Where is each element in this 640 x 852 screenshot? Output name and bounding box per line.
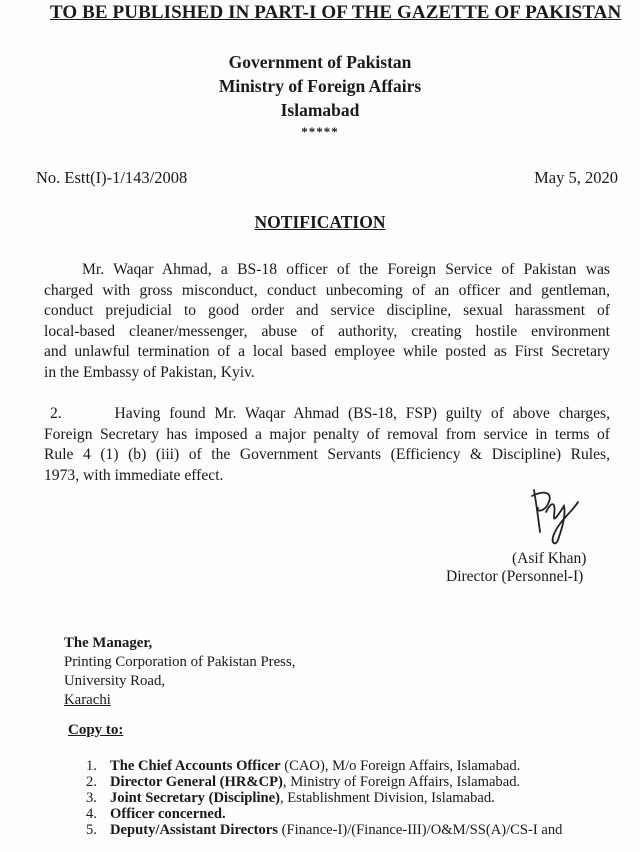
- list-item-number: 1.: [86, 758, 97, 774]
- handwritten-signature: [520, 482, 590, 548]
- paragraph-1: [44, 260, 610, 383]
- notification-title: NOTIFICATION: [254, 212, 386, 232]
- addressee-city: Karachi: [64, 692, 111, 708]
- list-item: [86, 758, 562, 774]
- copy-to-list: [86, 758, 562, 838]
- addressee-line: Printing Corporation of Pakistan Press,: [64, 654, 296, 670]
- gazette-heading: TO BE PUBLISHED IN PART-I OF THE GAZETTE OF PAKISTAN: [50, 2, 622, 23]
- recipient-name: Director General (HR&CP): [110, 774, 283, 790]
- paragraph-1-line: in the Embassy of Pakistan, Kyiv.: [44, 363, 255, 381]
- paragraph-2-line: Foreign Secretary has imposed a major penalty of removal from service in terms of: [44, 425, 610, 443]
- paragraph-1-line: conduct prejudicial to good order and service discipline, sexual harassment of: [44, 302, 610, 319]
- list-item: [86, 806, 562, 822]
- recipient-detail: , Ministry of Foreign Affairs, Islamabad.: [282, 774, 521, 790]
- notification-date: May 5, 2020: [534, 168, 618, 187]
- paragraph-2-line: 1973, with immediate effect.: [44, 466, 224, 484]
- paragraph-2: [44, 404, 610, 486]
- paragraph-1-line: charged with gross misconduct, conduct unbecoming of an officer and gentleman,: [44, 281, 610, 299]
- recipient-name: The Chief Accounts Officer: [110, 758, 281, 774]
- city-line: Islamabad: [280, 100, 360, 120]
- copy-to-heading: Copy to:: [68, 722, 124, 738]
- list-item: [86, 822, 562, 838]
- separator-stars: *****: [301, 124, 339, 139]
- recipient-detail: (Finance-I)/(Finance-III)/O&M/SS(A)/CS-I and: [277, 822, 563, 838]
- reference-number: No. Estt(I)-1/143/2008: [36, 168, 188, 187]
- addressee-line: University Road,: [64, 673, 166, 689]
- addressee-block: [64, 634, 295, 710]
- list-item: [86, 774, 562, 790]
- addressee-title: The Manager,: [64, 635, 153, 651]
- recipient-detail: , Establishment Division, Islamabad.: [279, 790, 495, 806]
- government-line: Government of Pakistan: [228, 52, 412, 72]
- list-item-number: 5.: [86, 822, 97, 838]
- recipient-detail: (CAO), M/o Foreign Affairs, Islamabad.: [280, 758, 521, 774]
- paragraph-1-line: local-based cleaner/messenger, abuse of authority, creating hostile environment: [44, 322, 610, 340]
- paragraph-1-line: Mr. Waqar Ahmad, a BS-18 officer of the Foreign Service of Pakistan was: [82, 261, 610, 278]
- paragraph-2-line: 2. Having found Mr. Waqar Ahmad (BS-18, FSP) guilty of above charges,: [50, 405, 610, 422]
- list-item-number: 3.: [86, 790, 97, 806]
- list-item-number: 4.: [86, 806, 97, 822]
- list-item-number: 2.: [86, 774, 97, 790]
- ministry-line: Ministry of Foreign Affairs: [218, 76, 422, 96]
- paragraph-2-line: Rule 4 (1) (b) (iii) of the Government Servants (Efficiency & Discipline) Rules,: [44, 446, 610, 463]
- list-item: [86, 790, 562, 806]
- recipient-name: Deputy/Assistant Directors: [110, 822, 278, 838]
- recipient-name: Joint Secretary (Discipline): [110, 790, 280, 806]
- signatory-name: (Asif Khan): [512, 550, 587, 567]
- signatory-designation: Director (Personnel-I): [446, 568, 584, 585]
- recipient-name: Officer concerned.: [110, 806, 226, 822]
- paragraph-1-line: and unlawful termination of a local based employee while posted as First Secretary: [44, 343, 610, 360]
